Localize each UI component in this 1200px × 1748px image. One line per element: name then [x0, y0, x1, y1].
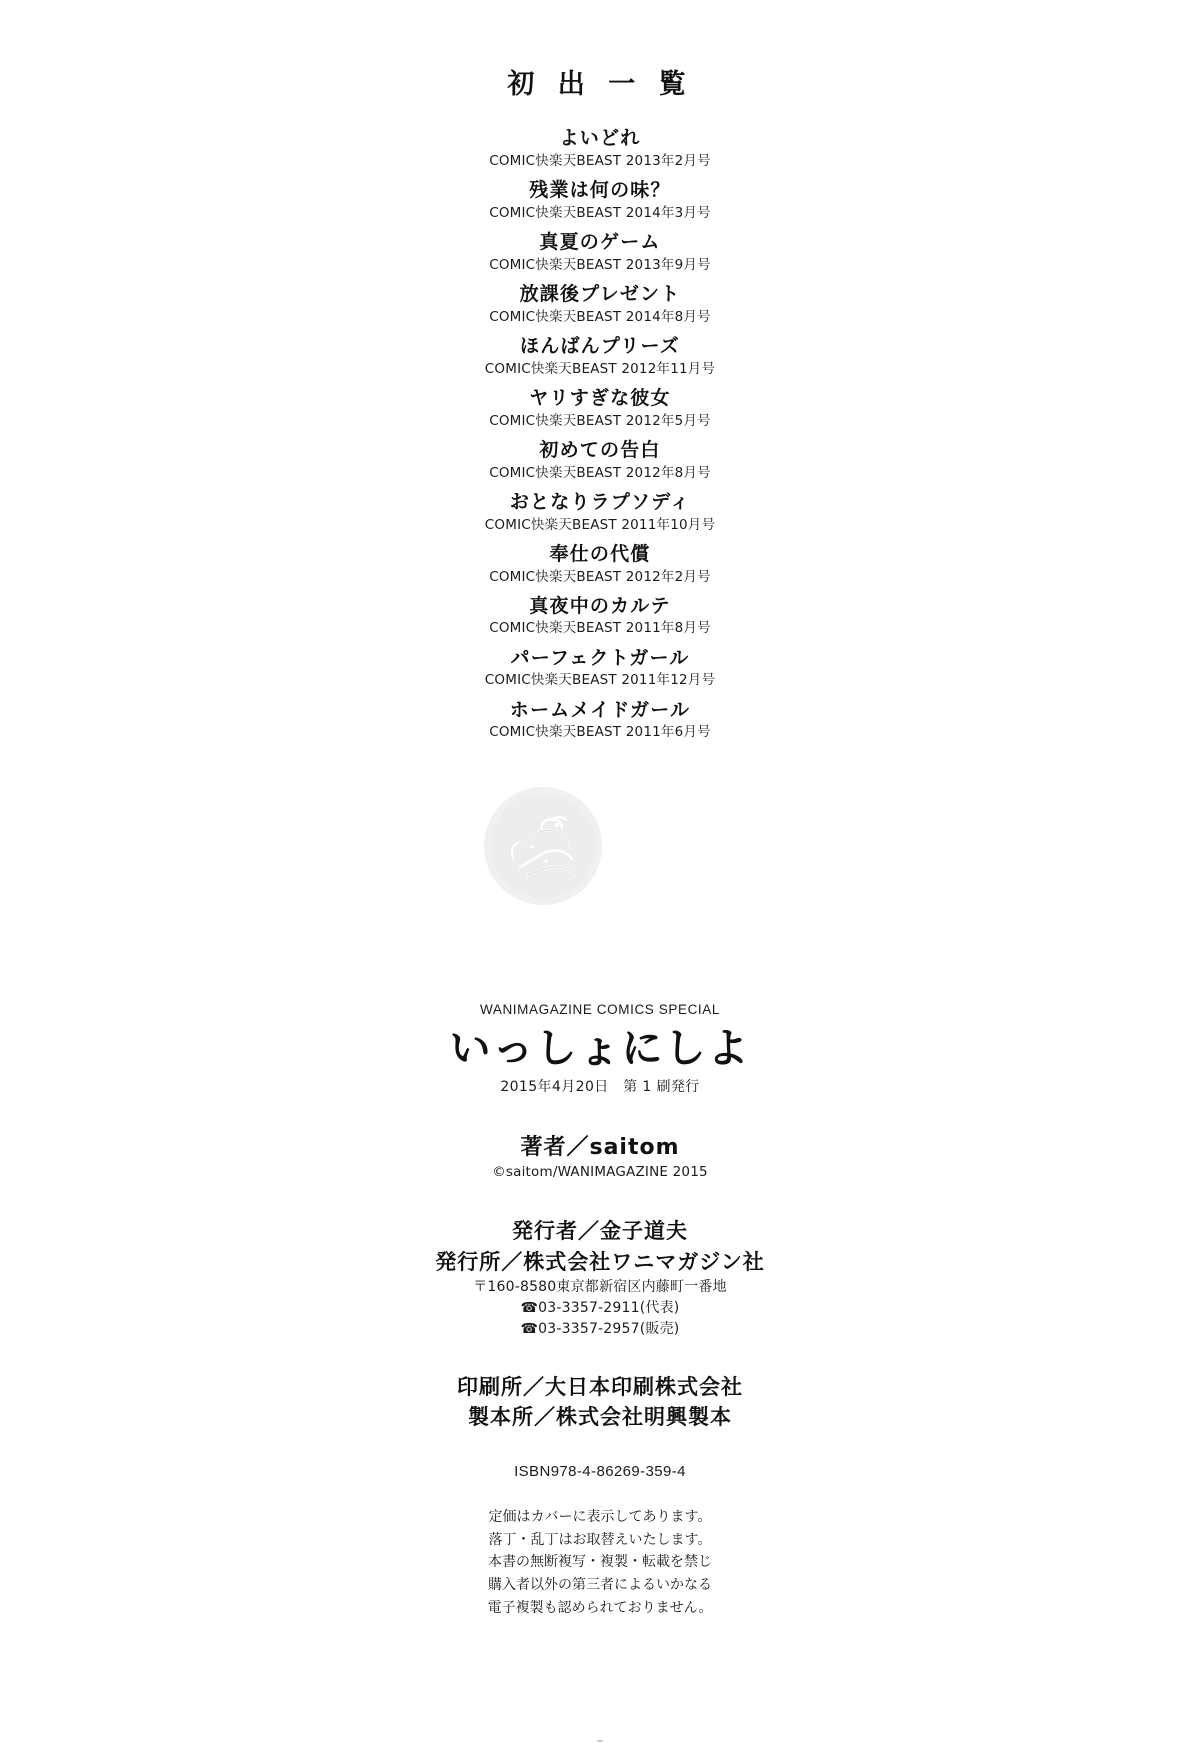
- colophon-section: [0, 1002, 1200, 1619]
- story-source: COMIC快楽天BEAST 2011年12月号: [484, 672, 716, 689]
- list-item: [0, 491, 1200, 534]
- story-source: COMIC快楽天BEAST 2012年2月号: [489, 568, 711, 585]
- printer-name: 印刷所／大日本印刷株式会社: [457, 1374, 743, 1399]
- first-appearance-section: [0, 62, 1200, 751]
- list-item: [0, 283, 1200, 326]
- publisher-company: 発行所／株式会社ワニマガジン社: [435, 1249, 765, 1274]
- story-source: COMIC快楽天BEAST 2012年11月号: [484, 360, 716, 377]
- list-item: [0, 595, 1200, 638]
- isbn-code: ISBN978-4-86269-359-4: [514, 1462, 686, 1480]
- list-item: [0, 699, 1200, 742]
- publisher-dragon-emblem-icon: [484, 787, 602, 905]
- publisher-block: [0, 1216, 1200, 1340]
- page-edge-marker: [597, 1740, 603, 1742]
- list-item: [0, 335, 1200, 378]
- notice-line: 本書の無断複写・複製・転載を禁じ: [488, 1554, 712, 1571]
- series-label: WANIMAGAZINE COMICS SPECIAL: [480, 1002, 720, 1017]
- story-title: ほんばんプリーズ: [520, 334, 680, 357]
- notice-line: 定価はカバーに表示してあります。: [488, 1508, 712, 1525]
- notice-line: 購入者以外の第三者によるいかなる: [488, 1576, 712, 1593]
- story-title: 真夜中のカルテ: [529, 594, 671, 617]
- list-item: [0, 439, 1200, 482]
- story-title: 放課後プレゼント: [519, 282, 681, 305]
- story-title: よいどれ: [559, 127, 641, 149]
- story-source: COMIC快楽天BEAST 2012年8月号: [489, 464, 711, 481]
- production-block: [0, 1372, 1200, 1433]
- copyright-notice: ©saitom/WANIMAGAZINE 2015: [492, 1164, 708, 1181]
- story-title: 初めての告白: [539, 438, 661, 461]
- story-source: COMIC快楽天BEAST 2011年8月号: [489, 620, 711, 637]
- legal-notices: [0, 1506, 1200, 1619]
- notice-line: 落丁・乱丁はお取替えいたします。: [488, 1531, 712, 1548]
- story-title: パーフェクトガール: [510, 646, 690, 669]
- publisher-person: 発行者／金子道夫: [512, 1219, 688, 1244]
- story-source: COMIC快楽天BEAST 2012年5月号: [489, 412, 711, 429]
- story-title: 残業は何の味？: [529, 178, 671, 201]
- story-source: COMIC快楽天BEAST 2013年2月号: [489, 152, 711, 169]
- story-title: ホームメイドガール: [509, 698, 691, 721]
- story-title: ヤリすぎな彼女: [529, 386, 671, 409]
- story-source: COMIC快楽天BEAST 2011年6月号: [489, 724, 711, 741]
- list-item: [0, 543, 1200, 586]
- list-item: [0, 127, 1200, 170]
- notice-line: 電子複製も認められておりません。: [487, 1599, 713, 1616]
- list-item: [0, 647, 1200, 690]
- publication-date: 2015年4月20日 第 1 刷発行: [500, 1079, 700, 1096]
- story-source: COMIC快楽天BEAST 2011年10月号: [484, 516, 716, 533]
- story-source: COMIC快楽天BEAST 2014年8月号: [489, 308, 711, 325]
- story-source: COMIC快楽天BEAST 2014年3月号: [489, 204, 711, 221]
- phone-main: ☎03-3357-2911(代表): [520, 1299, 680, 1316]
- story-title: 真夏のゲーム: [539, 230, 661, 253]
- list-item: [0, 387, 1200, 430]
- section-heading: 初 出 一 覧: [507, 69, 693, 100]
- author-credit: 著者／saitom: [520, 1135, 680, 1161]
- phone-sales: ☎03-3357-2957(販売): [520, 1320, 680, 1337]
- list-item: [0, 179, 1200, 222]
- list-item: [0, 231, 1200, 274]
- binder-name: 製本所／株式会社明興製本: [468, 1405, 732, 1430]
- story-title: おとなりラプソディ: [509, 490, 691, 513]
- publisher-address: 〒160-8580東京都新宿区内藤町一番地: [473, 1278, 727, 1295]
- book-title: いっしょにしよ: [449, 1024, 751, 1072]
- story-source: COMIC快楽天BEAST 2013年9月号: [489, 256, 711, 273]
- story-title: 奉仕の代償: [549, 542, 651, 565]
